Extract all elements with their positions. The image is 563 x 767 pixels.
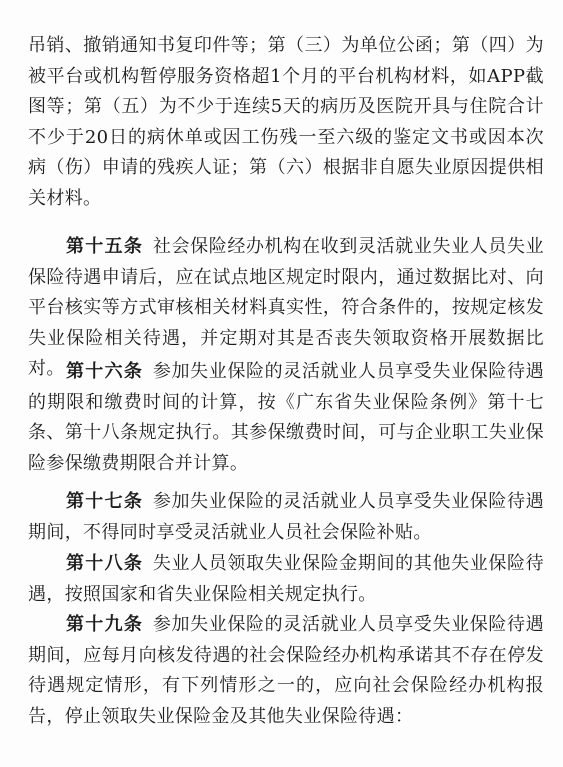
article-15-heading: 第十五条 [66, 236, 144, 257]
article-19-text: 参加失业保险的灵活就业人员享受失业保险待遇期间，应每月向核发待遇的社会保险经办机构承诺其不存在停发待遇规定情形，有下列情形之一的，应向社会保险经办机构报告，停止领取失业保险金及其他失业保险待遇： [28, 614, 544, 727]
article-18 [28, 549, 544, 610]
article-17 [28, 487, 544, 548]
article-16 [28, 357, 544, 479]
article-18-heading: 第十八条 [66, 553, 144, 574]
article-18-text: 失业人员领取失业保险金期间的其他失业保险待遇，按照国家和省失业保险相关规定执行。 [28, 553, 544, 605]
continued-paragraph: 吊销、撤销通知书复印件等；第（三）为单位公函；第（四）为被平台或机构暂停服务资格超1个月的平台机构材料，如APP截图等；第（五）为不少于连续5天的病历及医院开具与住院合计不少于20日的病休单或因工伤残一至六级的鉴定文书或因本次病（伤）申请的残疾人证；第（六）根据非自愿失业原因提供相关材料。 [28, 35, 544, 209]
article-17-heading: 第十七条 [66, 491, 144, 512]
article-16-heading: 第十六条 [66, 361, 144, 382]
article-19 [28, 610, 544, 732]
article-15-text: 社会保险经办机构在收到灵活就业失业人员失业保险待遇申请后，应在试点地区规定时限内，通过数据比对、向平台核实等方式审核相关材料真实性，符合条件的，按规定核发失业保险相关待遇，并定期对其是否丧失领取资格开展数据比对。 [28, 236, 544, 380]
article-17-text: 参加失业保险的灵活就业人员享受失业保险待遇期间，不得同时享受灵活就业人员社会保险补贴。 [28, 491, 544, 543]
article-19-heading: 第十九条 [66, 614, 144, 635]
article-16-text: 参加失业保险的灵活就业人员享受失业保险待遇的期限和缴费时间的计算，按《广东省失业保险条例》第十七条、第十八条规定执行。其参保缴费时间，可与企业职工失业保险参保缴费期限合并计算。 [28, 361, 544, 474]
